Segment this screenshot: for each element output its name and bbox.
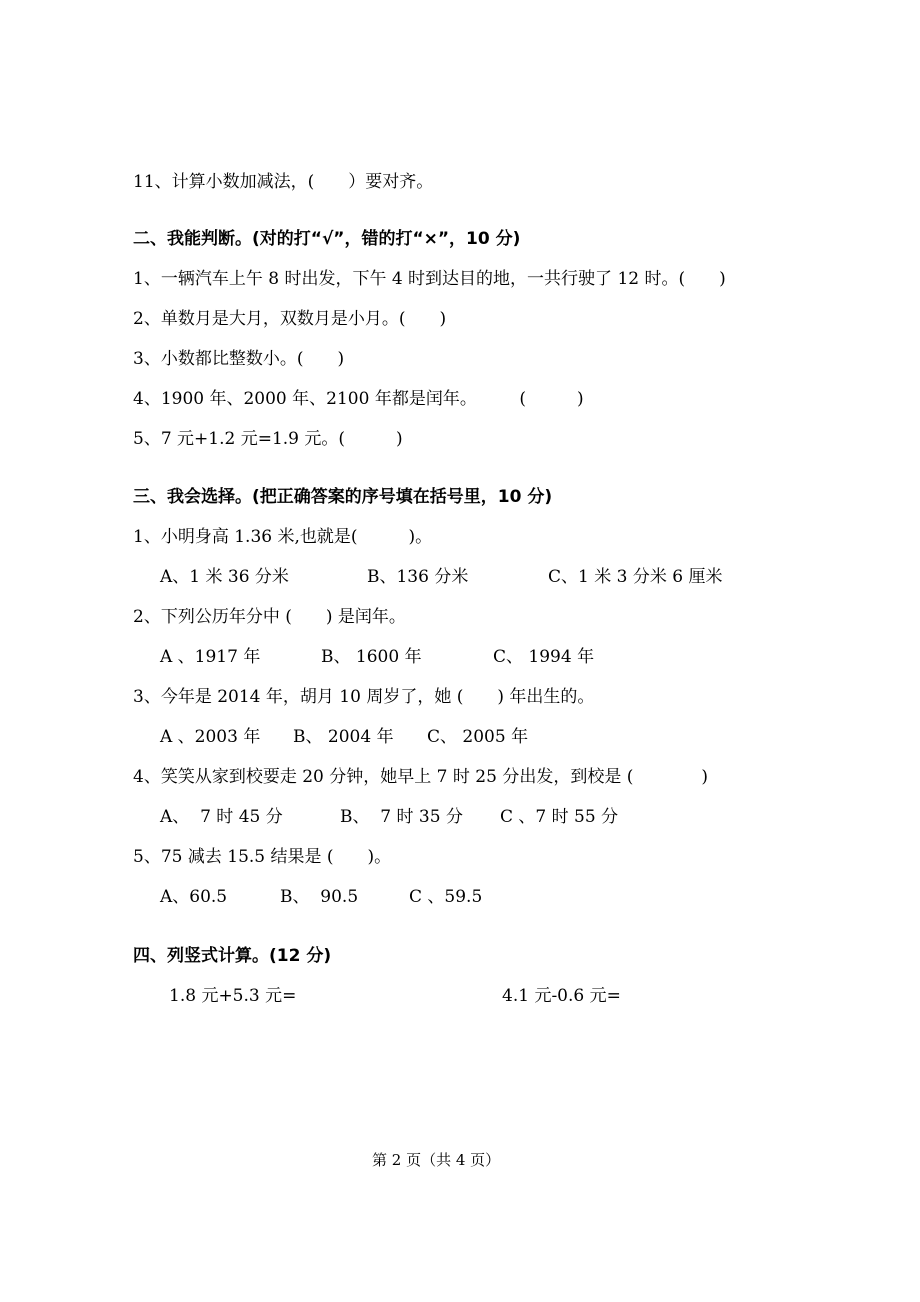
choice-4-option-a: A、 7 时 45 分 xyxy=(160,807,283,827)
choice-5-option-c: C 、59.5 xyxy=(409,887,483,907)
choice-5-option-a: A、60.5 xyxy=(160,887,228,907)
choice-5-option-b: B、 90.5 xyxy=(280,887,359,907)
choice-4-option-b: B、 7 时 35 分 xyxy=(340,807,463,827)
judge-question-2: 2、单数月是大月，双数月是小月。( ) xyxy=(133,309,447,329)
choice-question-1: 1、小明身高 1.36 米,也就是( )。 xyxy=(133,527,433,547)
judge-question-3: 3、小数都比整数小。( ) xyxy=(133,349,345,369)
choice-3-option-b: B、 2004 年 xyxy=(293,727,394,747)
choice-question-5: 5、75 减去 15.5 结果是 ( )。 xyxy=(133,847,392,867)
choice-2-option-c: C、 1994 年 xyxy=(493,647,595,667)
choice-3-option-c: C、 2005 年 xyxy=(427,727,529,747)
choice-1-option-b: B、136 分米 xyxy=(367,567,469,587)
judge-question-1: 1、一辆汽车上午 8 时出发，下午 4 时到达目的地，一共行驶了 12 时。( ) xyxy=(133,269,726,289)
calc-problem-1: 1.8 元+5.3 元= xyxy=(169,986,297,1006)
page-number-footer: 第 2 页（共 4 页） xyxy=(372,1151,501,1169)
section-4-heading: 四、列竖式计算。(12 分) xyxy=(133,946,332,966)
choice-4-option-c: C 、7 时 55 分 xyxy=(500,807,619,827)
section-2-heading: 二、我能判断。(对的打“√”，错的打“×”，10 分) xyxy=(133,229,521,249)
judge-question-5: 5、7 元+1.2 元=1.9 元。( ) xyxy=(133,429,403,449)
choice-question-3: 3、今年是 2014 年，胡月 10 周岁了，她 ( ) 年出生的。 xyxy=(133,687,595,707)
choice-2-option-b: B、 1600 年 xyxy=(321,647,422,667)
choice-3-option-a: A 、2003 年 xyxy=(160,727,261,747)
calc-problem-2: 4.1 元-0.6 元= xyxy=(502,986,621,1006)
choice-question-4: 4、笑笑从家到校要走 20 分钟，她早上 7 时 25 分出发，到校是 ( ) xyxy=(133,767,708,787)
choice-question-2: 2、下列公历年分中 ( ) 是闰年。 xyxy=(133,607,406,627)
choice-2-option-a: A 、1917 年 xyxy=(160,647,261,667)
choice-1-option-a: A、1 米 36 分米 xyxy=(160,567,289,587)
section-3-heading: 三、我会选择。(把正确答案的序号填在括号里，10 分) xyxy=(133,487,553,507)
judge-question-4: 4、1900 年、2000 年、2100 年都是闰年。 ( ) xyxy=(133,389,584,409)
choice-1-option-c: C、1 米 3 分米 6 厘米 xyxy=(548,567,723,587)
question-11: 11、计算小数加减法，( ）要对齐。 xyxy=(133,172,434,192)
